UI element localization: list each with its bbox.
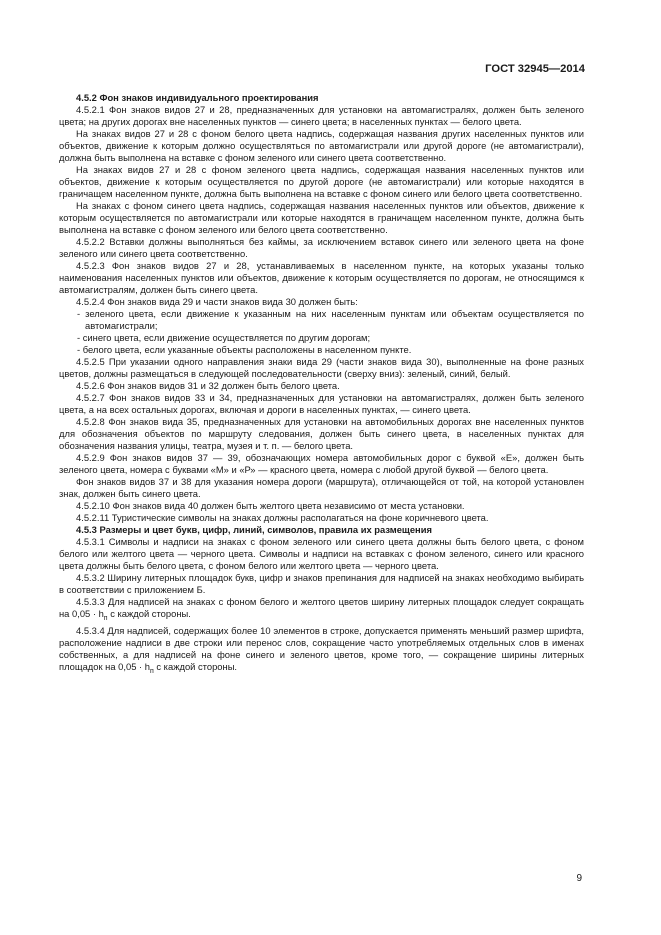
paragraph: 4.5.3.1 Символы и надписи на знаках с фоном зеленого или синего цвета должны быть белого цвета, с фоном белого или желтого цвета — черного цвета. Символы и надписи на вставках с фоном зеленого, синего или красного цвета должны быть белого цвета, с фоном белого или желтого цвета — черного цвета. [59,536,584,571]
paragraph-text: 4.5.3.4 Для надписей, содержащих более 10 элементов в строке, допускается применять меньший размер шрифта, расположение надписи в две строки или перенос слов, сокращение часто употребляемых отдельных слов в именах собственных, а для надписей на фоне синего и зеленого цветов, кроме того, — сокращение ширины литерных площадок на 0,05 · h [59,624,584,672]
list-item: - зеленого цвета, если движение к указанным на них населенным пунктам или объектам осуществляется по автомагистрали; [59,308,584,332]
paragraph-text: 4.5.3.3 Для надписей на знаках с фоном белого и желтого цветов ширину литерных площадок следует сокращать на 0,05 · h [59,596,584,619]
paragraph-text-tail: с каждой стороны. [153,660,238,672]
list-item: - белого цвета, если указанные объекты расположены в населенном пункте. [59,344,584,356]
subscript: п [103,614,108,622]
paragraph: 4.5.2.5 При указании одного направления знаки вида 29 (части знаков вида 30), выполненные на фоне разных цветов, должны размещаться в следующей последовательности (сверху вниз): зеленый, синий, белый. [59,356,584,379]
paragraph: 4.5.2.8 Фон знаков вида 35, предназначенных для установки на автомобильных дорогах вне населенных пунктов для обозначения объектов по маршруту следования, должен быть синего цвета, в населенных пунктах для обозначения названия улицы, театра, музея и т. п. — белого цвета. [59,416,584,451]
paragraph: 4.5.2.11 Туристические символы на знаках должны располагаться на фоне коричневого цвета. [76,512,489,523]
paragraph: 4.5.2.2 Вставки должны выполняться без каймы, за исключением вставок синего или зеленого цвета на фоне зеленого или синего цвета соответственно. [59,236,584,259]
paragraph [59,625,584,678]
subscript: п [149,667,154,675]
paragraph: На знаках видов 27 и 28 с фоном зеленого цвета надпись, содержащая названия населенных пунктов или объектов, движение к которым осуществляется по другой дороге (не автомагистрали) или которые находятся в граничащем населенном пункте, должна быть выполнена на вставке с фоном синего или белого цвета соответственно. [59,164,584,199]
section-heading: 4.5.2 Фон знаков индивидуального проектирования [76,92,319,103]
paragraph: 4.5.2.10 Фон знаков вида 40 должен быть желтого цвета независимо от места установки. [76,500,465,511]
paragraph-text-tail: с каждой стороны. [107,608,191,619]
list-item: - синего цвета, если движение осуществляется по другим дорогам; [59,332,584,344]
paragraph: 4.5.3.2 Ширину литерных площадок букв, цифр и знаков препинания для надписей на знаках необходимо выбирать в соответствии с приложением Б. [59,572,584,595]
paragraph [59,596,584,625]
paragraph: 4.5.2.1 Фон знаков видов 27 и 28, предназначенных для установки на автомагистралях, должен быть зеленого цвета; на других дорогах вне населенных пунктов — синего цвета; в населенных пунктах — белого цвета. [59,104,584,127]
paragraph: 4.5.2.4 Фон знаков вида 29 и части знаков вида 30 должен быть: [76,296,358,307]
paragraph: 4.5.2.3 Фон знаков видов 27 и 28, устанавливаемых в населенном пункте, на которых указаны только наименования населенных пунктов или объектов, движение к которым осуществляется по дорогам, не относящимся к автомагистралям, должен быть синего цвета. [59,260,584,295]
paragraph: 4.5.2.6 Фон знаков видов 31 и 32 должен быть белого цвета. [76,380,340,391]
page-number: 9 [576,873,582,884]
paragraph: 4.5.2.7 Фон знаков видов 33 и 34, предназначенных для установки на автомагистралях, должен быть зеленого цвета, а на всех остальных дорогах, включая и дороги в населенных пунктах, — синего цвета. [59,392,584,415]
paragraph: На знаках с фоном синего цвета надпись, содержащая названия населенных пунктов или объектов, движение к которым осуществляется по автомагистрали или которые находятся в граничащем населенном пункте, должна быть выполнена на вставке с фоном зеленого или белого цвета соответственно. [59,200,584,235]
section-heading: 4.5.3 Размеры и цвет букв, цифр, линий, символов, правила их размещения [76,524,432,535]
paragraph: 4.5.2.9 Фон знаков видов 37 — 39, обозначающих номера автомобильных дорог с буквой «Е», должен быть зеленого цвета, номера с буквами «М» и «Р» — красного цвета, номера с любой другой буквой — белого цвета. [59,452,584,475]
paragraph: Фон знаков видов 37 и 38 для указания номера дороги (маршрута), отличающейся от той, на которой установлен знак, должен быть синего цвета. [59,476,584,499]
paragraph: На знаках видов 27 и 28 с фоном белого цвета надпись, содержащая названия других населенных пунктов или объектов, движение к которым должно осуществляться по автомагистрали или другой дороге (не автомагистрали), должна быть выполнена на вставке с фоном зеленого или синего цвета соответственно. [59,128,584,163]
document-header: ГОСТ 32945—2014 [485,63,585,75]
document-body [59,92,584,678]
